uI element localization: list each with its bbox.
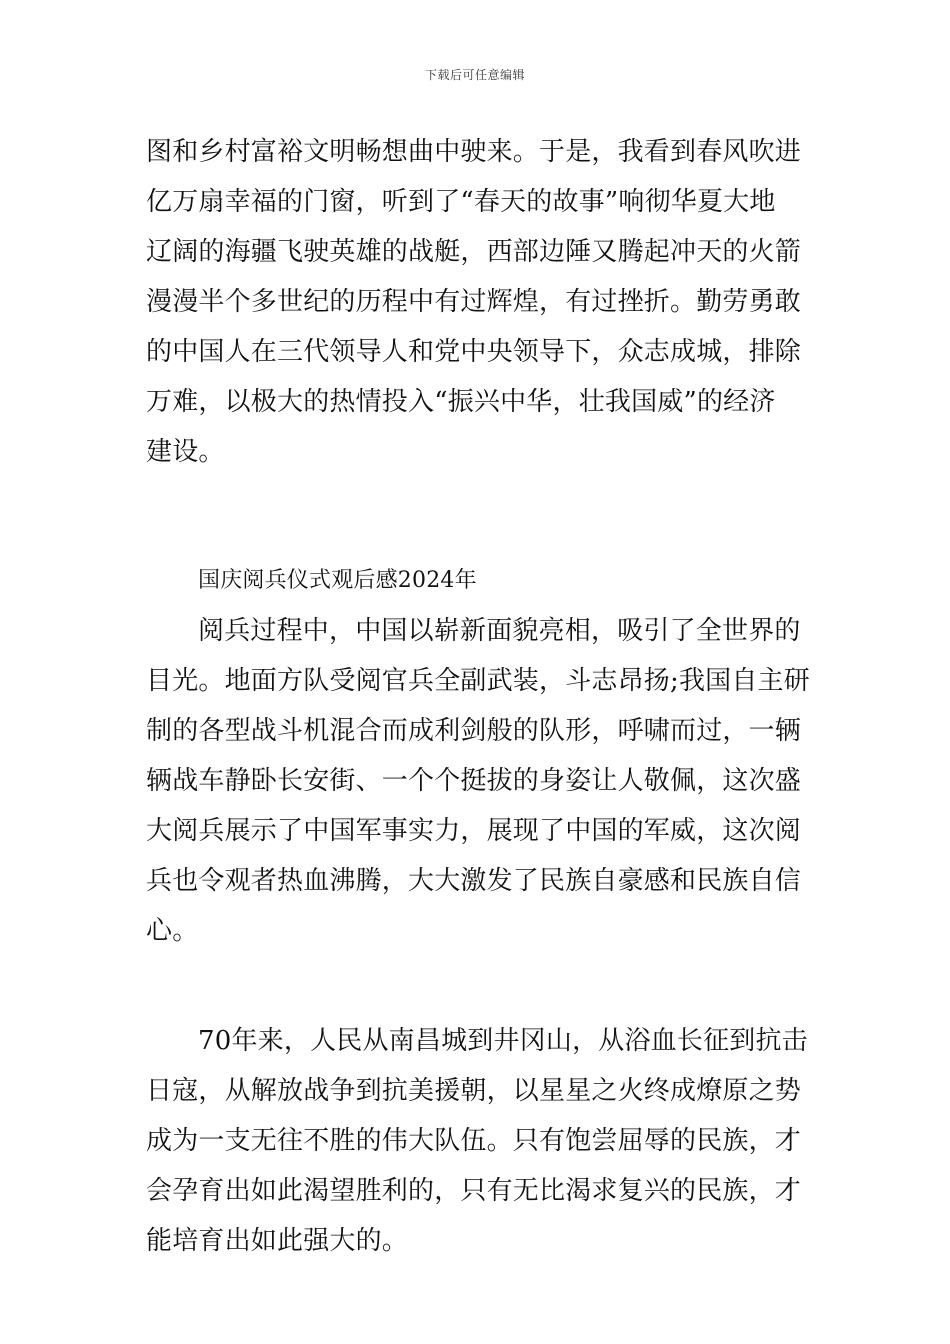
text-line: 兵也令观者热血沸腾，大大激发了民族自豪感和民族自信 bbox=[146, 866, 802, 896]
text-line: 万难，以极大的热情投入“振兴中华，壮我国威”的经济 bbox=[146, 387, 776, 417]
text-line: 日寇，从解放战争到抗美援朝，以星星之火终成燎原之势 bbox=[146, 1076, 802, 1106]
paragraph-2 bbox=[146, 611, 814, 961]
text-line: 阅兵过程中，中国以崭新面貌亮相，吸引了全世界的 bbox=[198, 616, 801, 646]
text-line: 图和乡村富裕文明畅想曲中驶来。于是，我看到春风吹进 bbox=[146, 137, 802, 167]
text-line: 目光。地面方队受阅官兵全副武装，斗志昂扬;我国自主研 bbox=[146, 666, 810, 696]
section-title: 国庆阅兵仪式观后感2024年 bbox=[198, 568, 477, 593]
text-line: 亿万扇幸福的门窗，听到了“春天的故事”响彻华夏大地 bbox=[146, 187, 776, 217]
spacer bbox=[146, 961, 814, 1021]
text-line: 能培育出如此强大的。 bbox=[146, 1226, 409, 1256]
spacer bbox=[146, 482, 814, 561]
text-line: 制的各型战斗机混合而成利剑般的队形，呼啸而过，一辆 bbox=[146, 716, 802, 746]
text-line: 大阅兵展示了中国军事实力，展现了中国的军威，这次阅 bbox=[146, 816, 802, 846]
text-line: 会孕育出如此渴望胜利的，只有无比渴求复兴的民族，才 bbox=[146, 1176, 802, 1206]
paragraph-1 bbox=[146, 132, 814, 482]
text-line: 辽阔的海疆飞驶英雄的战艇，西部边陲又腾起冲天的火箭 bbox=[146, 237, 802, 267]
document-body bbox=[146, 132, 814, 1271]
text-line: 成为一支无往不胜的伟大队伍。只有饱尝屈辱的民族，才 bbox=[146, 1126, 802, 1156]
text-line: 的中国人在三代领导人和党中央领导下，众志成城，排除 bbox=[146, 337, 802, 367]
page-header: 下载后可任意编辑 bbox=[424, 68, 525, 82]
text-line: 心。 bbox=[146, 916, 199, 946]
paragraph-3 bbox=[146, 1021, 814, 1271]
text-line: 漫漫半个多世纪的历程中有过辉煌，有过挫折。勤劳勇敢 bbox=[146, 287, 802, 317]
text-line: 70年来，人民从南昌城到井冈山，从浴血长征到抗击 bbox=[198, 1026, 808, 1056]
text-line: 辆战车静卧长安街、一个个挺拔的身姿让人敬佩，这次盛 bbox=[146, 766, 802, 796]
text-line: 建设。 bbox=[146, 437, 225, 467]
